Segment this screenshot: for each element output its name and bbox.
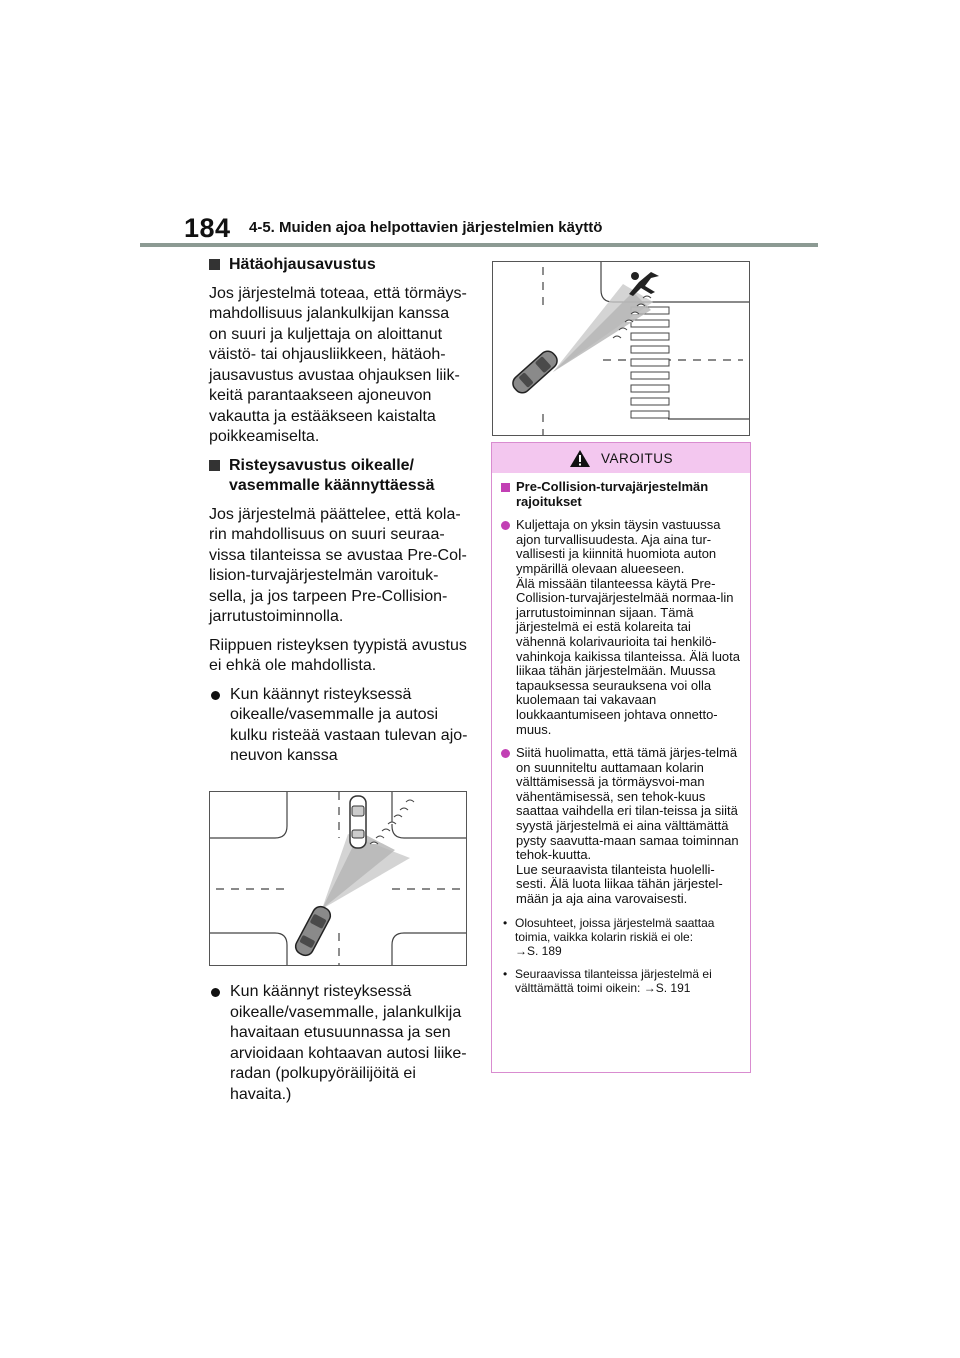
oncoming-car-icon <box>350 796 366 848</box>
warning-heading: VAROITUS <box>600 450 673 466</box>
chapter-title: 4-5. Muiden ajoa helpottavien järjestelmien käyttö <box>249 219 603 236</box>
paragraph-intersection-note: Riippuen risteyksen tyypistä avustus ei ehkä ole mahdollista. <box>209 636 467 674</box>
warning-note-malfunction: • Seuraavissa tilanteissa järjestelmä ei välttämättä toimi oikein: →S. 191 <box>503 966 712 995</box>
warning-header <box>492 443 750 473</box>
warning-triangle-icon <box>569 449 591 468</box>
bullet-dot-icon <box>211 988 220 997</box>
own-car-icon <box>510 348 561 396</box>
intersection-oncoming-vehicle-figure <box>209 791 467 966</box>
warning-item-effectiveness: Siitä huolimatta, että tämä järjes-telmä on suunniteltu auttamaan kolarin välttämisessä ja törmäysvoi-man vähentämisessä, sen tehok-kuus saattaa vaihdella eri tilan-teissa ja siitä syystä järjestelmä ei aina välttämättä pysty saavutta-maan samaa toiminnan tehok-kuutta. Lue seuraavista tilanteista huolelli-sesti. Älä luota liikaa tähän järjestel-mään ja aja aina varovaisesti. <box>501 746 742 907</box>
page-number: 184 <box>184 213 231 243</box>
bullet-dot-icon <box>501 749 510 758</box>
section-heading-emergency-steering: Hätäohjausavustus <box>209 255 469 276</box>
warning-box <box>491 442 751 1073</box>
warning-note-false-activation: • Olosuhteet, joissa järjestelmä saattaa toimia, vaikka kolarin riskiä ei ole: →S. 189 <box>503 915 715 958</box>
paragraph-intersection-assist: Jos järjestelmä päättelee, että kola-rin mahdollisuus on suuri seuraa-vissa tilanteissa se avustaa Pre-Col-lision-turvajärjestelmän varoituk-sella, ja jos tarpeen Pre-Collision-jarrutustoiminnolla. <box>209 505 467 625</box>
header-rule <box>140 243 818 247</box>
bullet-oncoming-vehicle: Kun käännyt risteyksessä oikealle/vasemmalle ja autosi kulku risteää vastaan tulevan ajo-neuvon kanssa <box>209 685 469 767</box>
pedestrian-icon <box>629 272 659 296</box>
bullet-dot-icon <box>501 521 510 530</box>
page-header <box>0 0 960 250</box>
warning-title: Pre-Collision-turvajärjestelmän rajoitukset <box>501 480 742 509</box>
bullet-pedestrian: Kun käännyt risteyksessä oikealle/vasemmalle, jalankulkija havaitaan etusuunnassa ja sen arvioidaan kohtaavan autosi liike-radan (polkupyöräilijöitä ei havaita.) <box>209 982 469 1105</box>
pedestrian-crossing-figure <box>492 261 750 436</box>
section-heading-intersection-assist: Risteysavustus oikealle/ vasemmalle käännyttäessä <box>209 456 469 497</box>
paragraph-emergency-steering: Jos järjestelmä toteaa, että törmäys-mahdollisuus jalankulkijan kanssa on suuri ja kuljettaja on aloittanut väistö- tai ohjausliikkeen, hätäoh-jausavustus avustaa ohjauksen liik-keitä parantaakseen ajoneuvon vakautta ja estääkseen kaistalta poikkeamiselta. <box>209 284 467 445</box>
left-column <box>209 255 469 1113</box>
own-car-icon <box>293 903 333 957</box>
warning-item-responsibility: Kuljettaja on yksin täysin vastuussa ajon turvallisuudesta. Aja aina tur-vallisesti ja kiinnitä huomiota auton ympärillä olevaan alueeseen. Älä missään tilanteessa käytä Pre-Collision-turvajärjestelmää normaa-lin jarrutustoiminnan sijaan. Tämä järjestelmä ei estä kolareita tai vähennä kolarivaurioita tai henkilö-vahinkoja kaikissa tilanteissa. Älä luota liikaa tähän järjestelmään. Muussa tapauksessa seurauksena voi olla kuolemaan tai vakavaan loukkaantumiseen johtava onnetto-muus. <box>501 518 742 737</box>
square-bullet-icon <box>209 259 220 270</box>
square-bullet-icon <box>209 460 220 471</box>
square-bullet-icon <box>501 483 510 492</box>
bullet-dot-icon <box>211 691 220 700</box>
